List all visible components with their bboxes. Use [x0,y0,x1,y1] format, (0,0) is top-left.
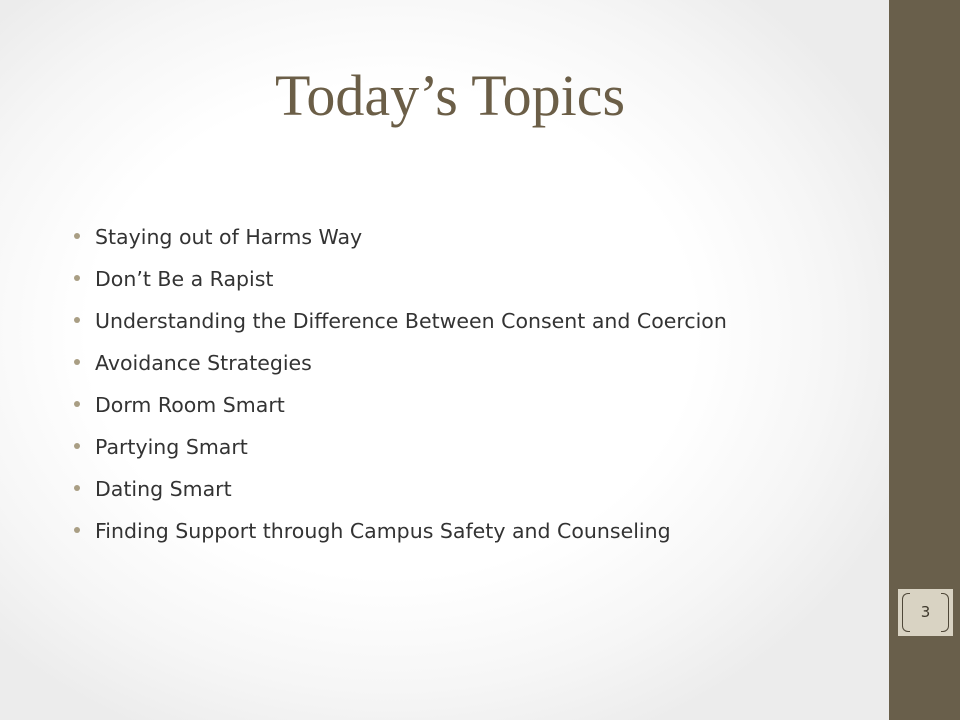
bullet-icon [74,485,80,491]
topic-list-item [72,342,727,384]
topic-list-item [72,384,727,426]
topic-list-item [72,510,727,552]
topic-label: Staying out of Harms Way [95,225,363,249]
topic-label: Dating Smart [95,477,232,501]
topic-list [72,216,727,552]
bullet-icon [74,233,80,239]
bullet-icon [74,359,80,365]
topic-list-item [72,300,727,342]
topic-label: Dorm Room Smart [95,393,285,417]
topic-list-item [72,468,727,510]
topic-list-item [72,216,727,258]
topic-list-item [72,426,727,468]
topic-label: Finding Support through Campus Safety and Counseling [95,519,671,543]
slide-title: Today’s Topics [274,63,626,128]
bullet-icon [74,401,80,407]
bullet-icon [74,527,80,533]
topic-label: Avoidance Strategies [95,351,312,375]
bullet-icon [74,275,80,281]
page-number-badge [898,589,953,636]
bullet-icon [74,317,80,323]
topic-label: Partying Smart [95,435,248,459]
topic-list-item [72,258,727,300]
topic-label: Don’t Be a Rapist [95,267,274,291]
page-number: 3 [920,603,931,621]
topic-label: Understanding the Difference Between Consent and Coercion [95,309,727,333]
bullet-icon [74,443,80,449]
